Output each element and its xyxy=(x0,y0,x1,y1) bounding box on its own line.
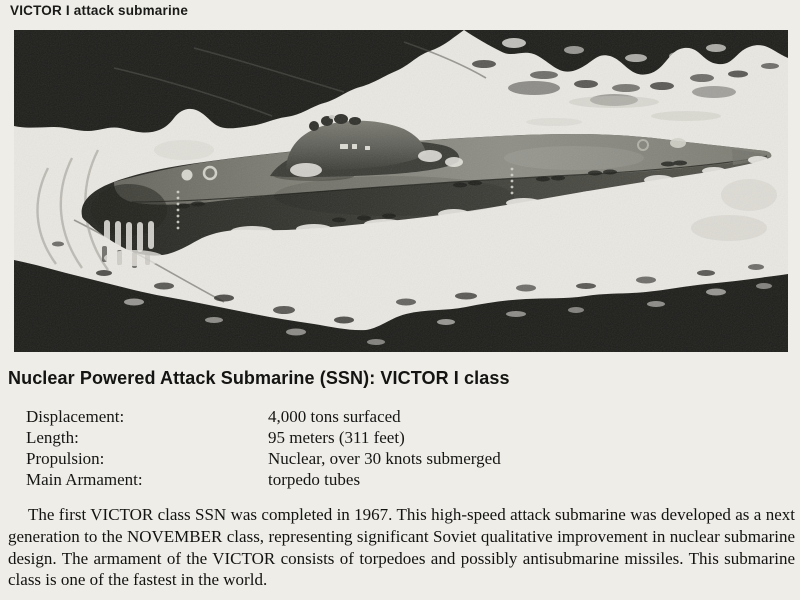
spec-row-displacement xyxy=(26,406,646,427)
spec-value: Nuclear, over 30 knots submerged xyxy=(268,449,501,468)
spec-label: Length: xyxy=(26,428,79,447)
spec-value: 95 meters (311 feet) xyxy=(268,428,405,447)
page-title: Nuclear Powered Attack Submarine (SSN): VICTOR I class xyxy=(8,368,510,388)
body-paragraph: The first VICTOR class SSN was completed in 1967. This high-speed attack submarine was developed as a next generation to the NOVEMBER class, representing significant Soviet qualitative improvement in nuclear submarine design. The armament of the VICTOR consists of torpedoes and possibly antisubmarine missiles. This submarine class is one of the fastest in the world. xyxy=(8,505,795,590)
spec-list xyxy=(26,406,646,490)
spec-label: Main Armament: xyxy=(26,470,143,489)
photo-grain xyxy=(14,30,788,352)
photo-caption-kicker: VICTOR I attack submarine xyxy=(10,3,189,18)
spec-row-main-armament xyxy=(26,469,646,490)
spec-row-length xyxy=(26,427,646,448)
spec-row-propulsion xyxy=(26,448,646,469)
spec-value: 4,000 tons surfaced xyxy=(268,407,401,426)
spec-label: Displacement: xyxy=(26,407,125,426)
spec-label: Propulsion: xyxy=(26,449,105,468)
submarine-photo xyxy=(14,30,788,352)
spec-value: torpedo tubes xyxy=(268,470,361,489)
